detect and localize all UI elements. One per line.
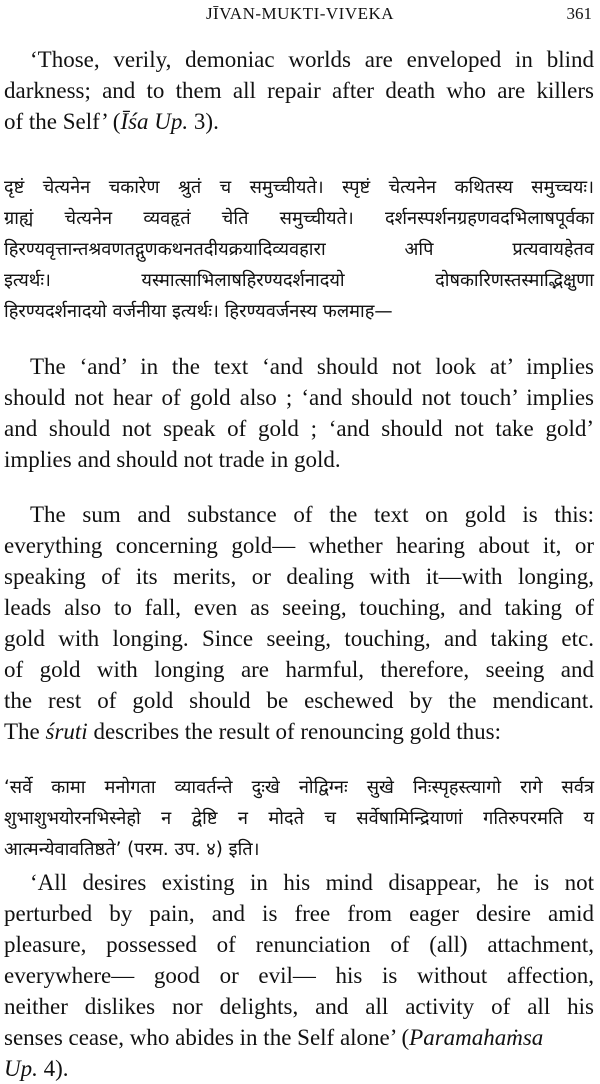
page-header — [0, 4, 600, 28]
sanskrit-line: इत्यर्थः। यस्मात्साभिलाषहिरण्यदर्शनादयो दोषकारिणस्तस्माद्भिक्षुणा — [4, 270, 594, 291]
text-line: ‘Those, verily, demoniac worlds are enveloped in blind — [30, 47, 594, 72]
text-line: darkness; and to them all repair after death who are killers — [4, 78, 594, 103]
text-line: should not hear of gold also ; ‘and should not touch’ implies — [4, 385, 594, 410]
citation: Paramahaṁsa — [409, 1025, 544, 1050]
sanskrit-passage-2 — [4, 772, 594, 865]
text-line: neither dislikes nor delights, and all activity of all his — [4, 994, 594, 1019]
paragraph-and — [4, 351, 594, 475]
sanskrit-line: हिरण्यदर्शनादयो वर्जनीया इत्यर्थः। हिरण्यवर्जनस्य फलमाह— — [4, 301, 393, 322]
text-line: Up. 4). — [4, 1056, 69, 1081]
text-line: of gold with longing are harmful, therefore, seeing and — [4, 657, 594, 682]
citation: Īśa Up. — [120, 109, 189, 134]
text-line: gold with longing. Since seeing, touching, and taking etc. — [4, 626, 594, 651]
sanskrit-line: दृष्टं चेत्यनेन चकारेण श्रुतं च समुच्चीयते। स्पृष्टं चेत्यनेन कथितस्य समुच्चयः। — [4, 177, 594, 198]
citation: Up. — [4, 1056, 38, 1081]
paragraph-sum — [4, 499, 594, 747]
sanskrit-line: हिरण्यवृत्तान्तश्रवणतद्गुणकथनतदीयक्रयादिव्यवहारा अपि प्रत्यवायहेतव — [4, 239, 594, 260]
text-line: perturbed by pain, and is free from eager desire amid — [4, 901, 594, 926]
text-line: leads also to fall, even as seeing, touching, and taking of — [4, 595, 594, 620]
sanskrit-line: ग्राह्यं चेत्यनेन व्यवहृतं चेति समुच्चीयते। दर्शनस्पर्शनग्रहणवदभिलाषपूर्वका — [4, 208, 594, 229]
quote-isa — [4, 44, 594, 137]
sanskrit-line: शुभाशुभयोरनभिस्नेहो न द्वेष्टि न मोदते च सर्वेषामिन्द्रियाणां गतिरुपरमति य — [4, 808, 594, 829]
text-line: The śruti describes the result of renouncing gold thus: — [4, 719, 501, 744]
text-line: the rest of gold should be eschewed by the mendicant. — [4, 688, 594, 713]
text-line: The ‘and’ in the text ‘and should not look at’ implies — [30, 354, 594, 379]
sanskrit-passage-1 — [4, 172, 594, 327]
sanskrit-line: ‘सर्वे कामा मनोगता व्यावर्तन्ते दुःखे नोद्विग्नः सुखे निःस्पृहस्त्यागो रागे सर्वत्र — [4, 777, 594, 798]
text-line: ‘All desires existing in his mind disappear, he is not — [30, 870, 594, 895]
term-sruti: śruti — [45, 719, 88, 744]
paragraph-desires — [4, 867, 594, 1084]
text-line: and should not speak of gold ; ‘and should not take gold’ — [4, 416, 594, 441]
text-line: pleasure, possessed of renunciation of (all) attachment, — [4, 932, 594, 957]
text-line: of the Self’ (Īśa Up. 3). — [4, 109, 219, 134]
text-line: everywhere— good or evil— his is without affection, — [4, 963, 594, 988]
text-line: implies and should not trade in gold. — [4, 447, 341, 472]
running-title: JĪVAN-MUKTI-VIVEKA — [205, 4, 395, 23]
text-line: The sum and substance of the text on gold is this: — [30, 502, 594, 527]
text-line: speaking of its merits, or dealing with it—with longing, — [4, 564, 594, 589]
page-number: 361 — [566, 4, 592, 23]
text-line: everything concerning gold— whether hearing about it, or — [4, 533, 594, 558]
sanskrit-line: आत्मन्येवावतिष्ठते’ (परम. उप. ४) इति। — [4, 839, 260, 860]
text-line: senses cease, who abides in the Self alone’ (Paramahaṁsa — [4, 1025, 544, 1050]
